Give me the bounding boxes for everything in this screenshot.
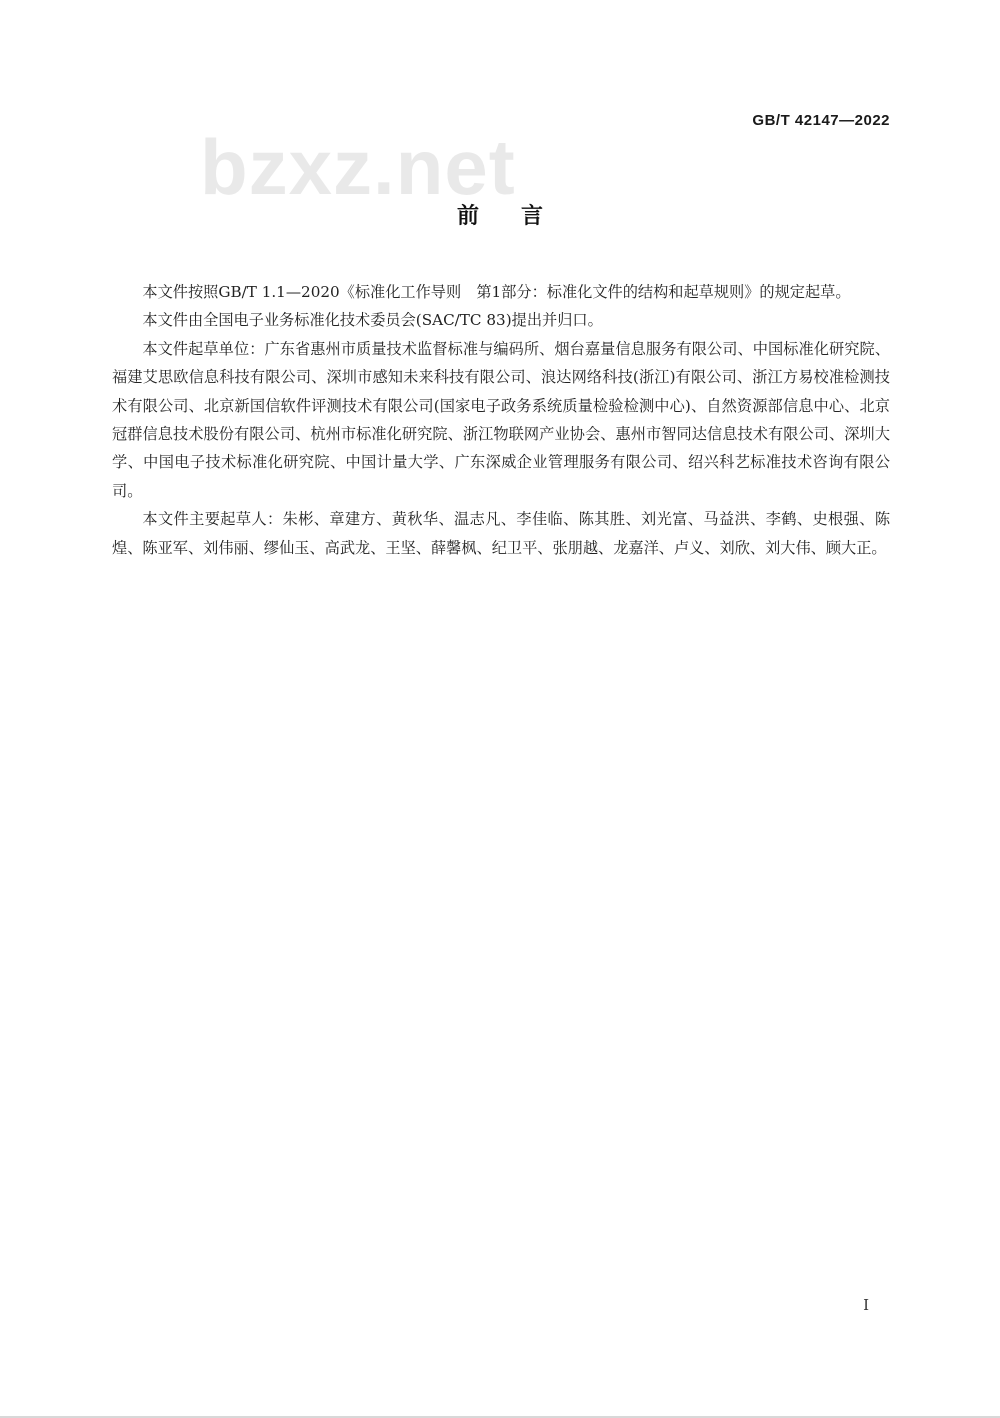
paragraph-main-drafters: 本文件主要起草人：朱彬、章建方、黄秋华、温志凡、李佳临、陈其胜、刘光富、马益洪、李鹤、史根强、陈煌、陈亚军、刘伟丽、缪仙玉、高武龙、王坚、薛馨枫、纪卫平、张朋越、龙嘉洋、卢义、刘欣、刘大伟、顾大正。	[112, 510, 890, 557]
page-number: I	[863, 1296, 869, 1314]
page-title: 前言	[456, 204, 585, 229]
foreword-body	[112, 278, 890, 562]
paragraph-proposer: 本文件由全国电子业务标准化技术委员会(SAC/TC 83)提出并归口。	[142, 311, 603, 330]
paragraph-drafting-units: 本文件起草单位：广东省惠州市质量技术监督标准与编码所、烟台嘉量信息服务有限公司、中国标准化研究院、福建艾思欧信息科技有限公司、深圳市感知未来科技有限公司、浪达网络科技(浙江)有限公司、浙江方易校准检测技术有限公司、北京新国信软件评测技术有限公司(国家电子政务系统质量检验检测中心)、自然资源部信息中心、北京冠群信息技术股份有限公司、杭州市标准化研究院、浙江物联网产业协会、惠州市智同达信息技术有限公司、深圳大学、中国电子技术标准化研究院、中国计量大学、广东深威企业管理服务有限公司、绍兴科艺标准技术咨询有限公司。	[112, 339, 890, 500]
standard-code: GB/T 42147—2022	[752, 112, 890, 129]
paragraph-drafting-rules: 本文件按照GB/T 1.1—2020《标准化工作导则 第1部分：标准化文件的结构和起草规则》的规定起草。	[142, 283, 851, 301]
watermark-text: bzxz.net	[200, 123, 516, 211]
